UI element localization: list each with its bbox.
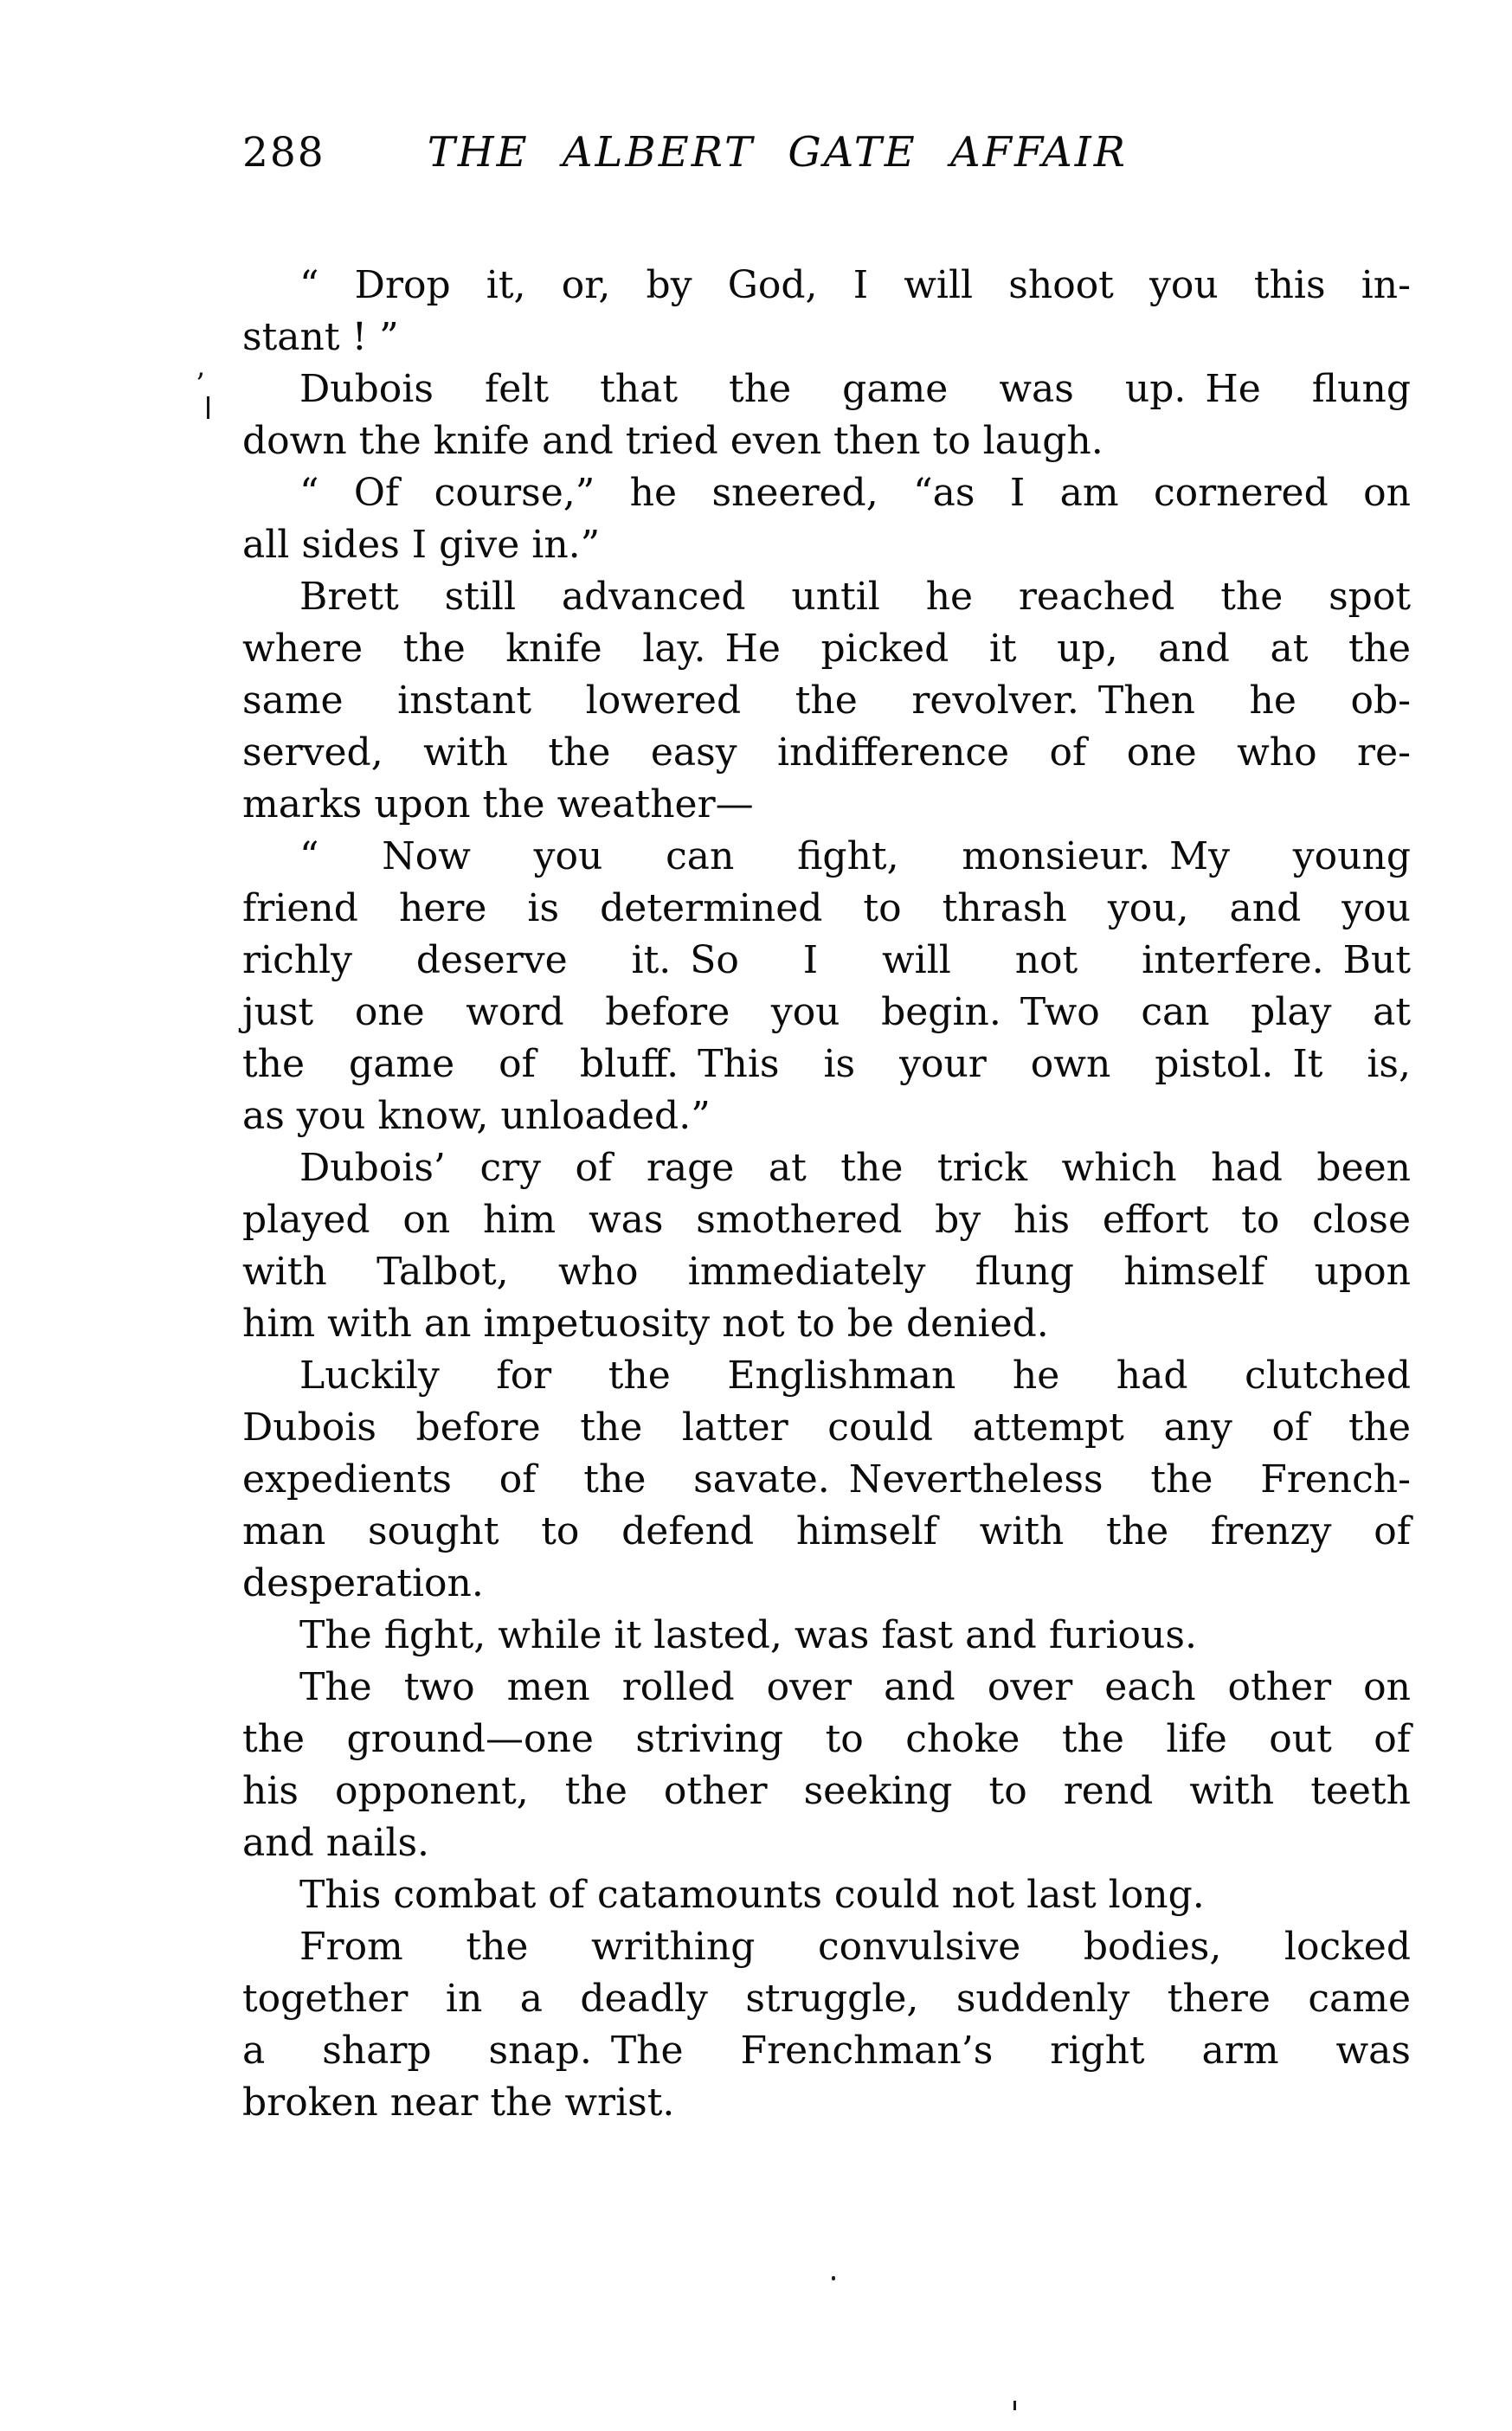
text-line: This combat of catamounts could not last long. (299, 1873, 1205, 1917)
text-line: broken near the wrist. (242, 2080, 675, 2125)
text-line: Luckily for the Englishman he had clutched (299, 1354, 1411, 1398)
text-line: desperation. (242, 1561, 484, 1605)
text-line: him with an impetuosity not to be denied. (242, 1302, 1049, 1346)
page-number: 288 (242, 129, 325, 177)
text-line: where the knife lay. He picked it up, and at the (242, 627, 1411, 671)
text-line: Dubois before the latter could attempt any of the (242, 1405, 1411, 1450)
text-line: expedients of the savate. Nevertheless the French- (242, 1457, 1411, 1502)
text-line: just one word before you begin. Two can play at (242, 990, 1411, 1034)
text-line: played on him was smothered by his effort to close (242, 1198, 1411, 1242)
text-line: Dubois’ cry of rage at the trick which had been (299, 1146, 1411, 1190)
text-line: man sought to defend himself with the frenzy of (242, 1509, 1411, 1553)
text-line: the game of bluff. This is your own pistol. It is, (242, 1042, 1411, 1086)
text-line: with Talbot, who immediately flung himself upon (242, 1250, 1411, 1294)
text-line: From the writhing convulsive bodies, locked (299, 1925, 1411, 1969)
text-line: served, with the easy indifference of one who re- (242, 730, 1411, 775)
text-line: stant ! ” (242, 315, 399, 359)
text-line: together in a deadly struggle, suddenly there came (242, 1977, 1411, 2021)
running-head (242, 128, 1411, 183)
text-line: and nails. (242, 1821, 430, 1865)
text-line: a sharp snap. The Frenchman’s right arm was (242, 2029, 1411, 2073)
text-line: the ground—one striving to choke the life out of (242, 1717, 1411, 1761)
scan-artifact-stroke (207, 396, 209, 419)
text-line: The fight, while it lasted, was fast and furious. (299, 1613, 1197, 1657)
text-line: “ Of course,” he sneered, “as I am cornered on (299, 471, 1411, 515)
text-line: down the knife and tried even then to laugh. (242, 419, 1103, 463)
text-line: friend here is determined to thrash you, and you (242, 886, 1411, 930)
text-line: “ Now you can fight, monsieur. My young (299, 834, 1411, 878)
text-line: same instant lowered the revolver. Then he ob- (242, 678, 1411, 723)
text-line: all sides I give in.” (242, 523, 601, 567)
text-line: Dubois felt that the game was up. He flung (299, 367, 1411, 411)
text-line: Brett still advanced until he reached the spot (299, 575, 1411, 619)
scan-artifact-quote-mark: ’ (196, 367, 205, 402)
scan-speck (832, 2276, 835, 2280)
text-line: The two men rolled over and over each other on (299, 1665, 1411, 1709)
text-line: “ Drop it, or, by God, I will shoot you this in- (299, 263, 1411, 307)
text-line: his opponent, the other seeking to rend with teeth (242, 1769, 1411, 1813)
text-line: marks upon the weather— (242, 782, 754, 826)
text-line: as you know, unloaded.” (242, 1094, 711, 1138)
book-title: THE ALBERT GATE AFFAIR (427, 128, 1128, 177)
body-text (242, 260, 1411, 2129)
scan-speck (1013, 2401, 1016, 2410)
text-line: richly deserve it. So I will not interfere. But (242, 938, 1411, 982)
